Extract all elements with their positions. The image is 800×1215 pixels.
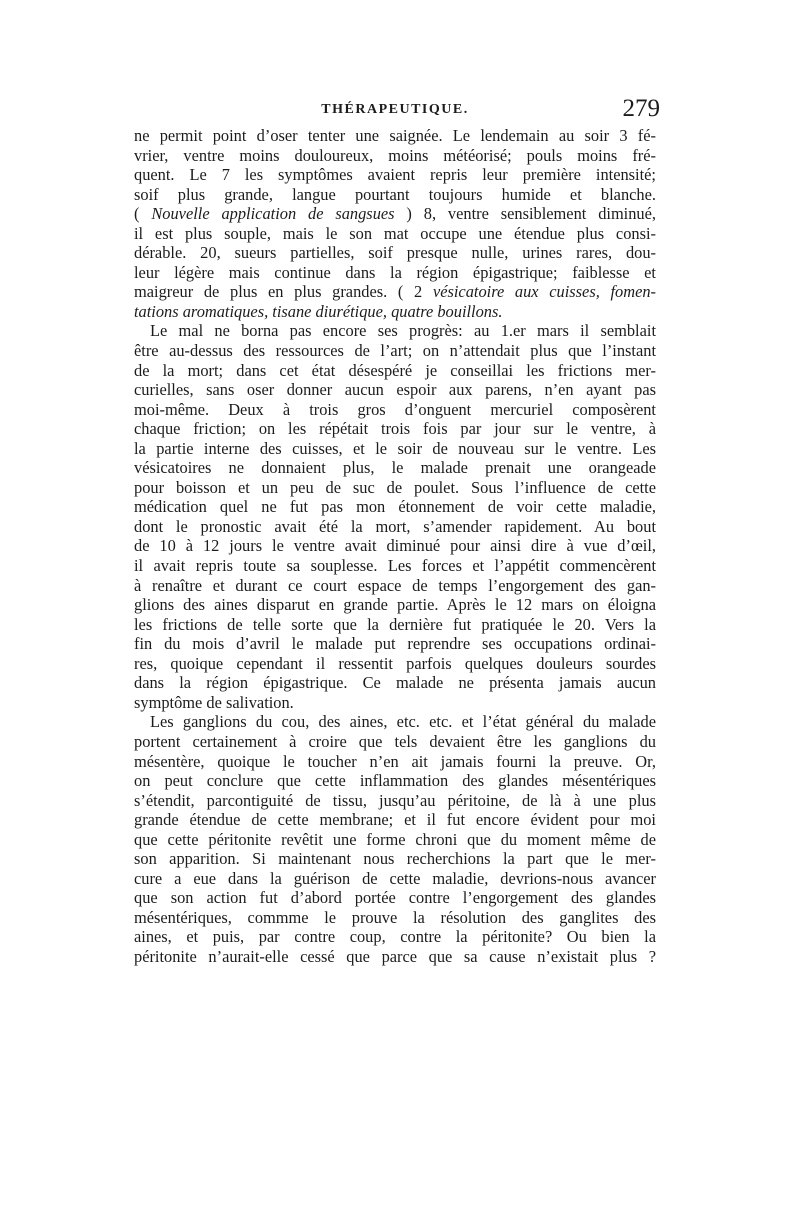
running-title: THÉRAPEUTIQUE. bbox=[321, 102, 469, 117]
text-line bbox=[134, 673, 656, 693]
text-line bbox=[134, 126, 656, 146]
text-segment: leur légère mais continue dans la région épigastrique; faiblesse et bbox=[134, 262, 656, 282]
text-segment: il est plus souple, mais le son mat occupe une étendue plus consi- bbox=[134, 223, 656, 243]
text-line bbox=[134, 478, 656, 498]
text-segment: grande étendue de cette membrane; et il fut encore évident pour moi bbox=[134, 810, 656, 830]
text-segment: la partie interne des cuisses, et le soir de nouveau sur le ventre. Les bbox=[134, 438, 656, 458]
text-line bbox=[134, 693, 656, 713]
text-segment: mésentériques, commme le prouve la résolution des ganglites des bbox=[134, 907, 656, 927]
text-line bbox=[134, 361, 656, 381]
text-line bbox=[134, 732, 656, 752]
text-segment: cure a eue dans la guérison de cette maladie, devrions-nous avancer bbox=[134, 868, 656, 888]
text-line bbox=[134, 321, 656, 341]
text-line bbox=[134, 341, 656, 361]
text-line bbox=[134, 419, 656, 439]
text-line bbox=[134, 165, 656, 185]
text-segment: portent certainement à croire que tels devaient être les ganglions du bbox=[134, 731, 656, 751]
text-segment: on peut conclure que cette inflammation des glandes mésentériques bbox=[134, 771, 656, 791]
text-segment: il avait repris toute sa souplesse. Les forces et l’appétit commencèrent bbox=[134, 556, 656, 576]
text-line bbox=[134, 185, 656, 205]
text-segment: de la mort; dans cet état désespéré je conseillai les frictions mer- bbox=[134, 360, 656, 380]
text-line bbox=[134, 263, 656, 283]
text-line bbox=[134, 654, 656, 674]
text-line bbox=[134, 771, 656, 791]
text-segment: son apparition. Si maintenant nous recherchions la part que le mer- bbox=[134, 849, 656, 869]
text-segment: res, quoique cependant il ressentit parfois quelques douleurs sourdes bbox=[134, 653, 656, 673]
text-segment: Les ganglions du cou, des aines, etc. etc. et l’état général du malade bbox=[150, 712, 656, 732]
text-segment: Le mal ne borna pas encore ses progrès: au 1.er mars il semblait bbox=[150, 321, 656, 341]
text-segment: pour boisson et un peu de suc de poulet. Sous l’influence de cette bbox=[134, 477, 656, 497]
italic-text-segment: Nouvelle application de sangsues bbox=[151, 204, 395, 224]
text-line bbox=[134, 927, 656, 947]
text-line bbox=[134, 615, 656, 635]
text-line bbox=[134, 497, 656, 517]
text-segment: de 10 à 12 jours le ventre avait diminué pour ainsi dire à vue d’œil, bbox=[134, 536, 656, 556]
text-line bbox=[134, 849, 656, 869]
text-segment: dont le pronostic avait été la mort, s’amender rapidement. Au bout bbox=[134, 516, 656, 536]
text-segment: péritonite n’aurait-elle cessé que parce que sa cause n’existait plus ? bbox=[134, 946, 656, 966]
text-line bbox=[134, 712, 656, 732]
text-line bbox=[134, 439, 656, 459]
page-number: 279 bbox=[622, 95, 660, 122]
text-line bbox=[134, 517, 656, 537]
text-line bbox=[134, 908, 656, 928]
text-segment: s’étendit, parcontiguité de tissu, jusqu’au péritoine, de là à une plus bbox=[134, 790, 656, 810]
text-line bbox=[134, 595, 656, 615]
text-line bbox=[134, 224, 656, 244]
text-segment: aines, et puis, par contre coup, contre la péritonite? Ou bien la bbox=[134, 927, 656, 947]
text-segment: que son action fut d’abord portée contre l’engorgement des glandes bbox=[134, 888, 656, 908]
text-line bbox=[134, 947, 656, 967]
text-line bbox=[134, 146, 656, 166]
text-segment: ) 8, ventre sensiblement diminué, bbox=[394, 204, 656, 224]
text-segment: soif plus grande, langue pourtant toujours humide et blanche. bbox=[134, 184, 656, 204]
text-line bbox=[134, 458, 656, 478]
text-segment: être au-dessus des ressources de l’art; on n’attendait plus que l’instant bbox=[134, 341, 656, 361]
text-segment: symptôme de salivation. bbox=[134, 692, 294, 712]
text-line bbox=[134, 810, 656, 830]
text-segment: maigreur de plus en plus grandes. ( 2 bbox=[134, 282, 433, 302]
text-segment: ( bbox=[134, 204, 152, 224]
text-segment: dans la région épigastrique. Ce malade ne présenta jamais aucun bbox=[134, 673, 656, 693]
text-line bbox=[134, 576, 656, 596]
text-line bbox=[134, 830, 656, 850]
text-segment: à renaître et durant ce court espace de temps l’engorgement des gan- bbox=[134, 575, 656, 595]
text-line bbox=[134, 282, 656, 302]
text-segment: vésicatoires ne donnaient plus, le malade prenait une orangeade bbox=[134, 458, 656, 478]
text-line bbox=[134, 634, 656, 654]
text-segment: que cette péritonite revêtit une forme chroni que du moment même de bbox=[134, 829, 656, 849]
text-line bbox=[134, 791, 656, 811]
text-segment: chaque friction; on les répétait trois fois par jour sur le ventre, à bbox=[134, 419, 656, 439]
text-line bbox=[134, 400, 656, 420]
text-line bbox=[134, 204, 656, 224]
text-line bbox=[134, 556, 656, 576]
text-segment: vrier, ventre moins douloureux, moins météorisé; pouls moins fré- bbox=[134, 145, 656, 165]
running-header bbox=[130, 94, 660, 124]
text-line bbox=[134, 302, 656, 322]
italic-text-segment: vésicatoire aux cuisses, fomen- bbox=[432, 282, 656, 302]
text-segment: fin du mois d’avril le malade put reprendre ses occupations ordinai- bbox=[134, 634, 656, 654]
text-segment: dérable. 20, sueurs partielles, soif presque nulle, urines rares, dou- bbox=[134, 243, 656, 263]
text-line bbox=[134, 752, 656, 772]
text-line bbox=[134, 888, 656, 908]
text-segment: quent. Le 7 les symptômes avaient repris leur première intensité; bbox=[134, 165, 656, 185]
text-segment: les frictions de telle sorte que la dernière fut pratiquée le 20. Vers la bbox=[134, 614, 656, 634]
text-segment: ne permit point d’oser tenter une saignée. Le lendemain au soir 3 fé- bbox=[134, 126, 656, 145]
body-text bbox=[134, 126, 656, 967]
text-segment: mésentère, quoique le toucher n’en ait jamais fourni la preuve. Or, bbox=[134, 751, 656, 771]
text-line bbox=[134, 380, 656, 400]
text-segment: moi-même. Deux à trois gros d’onguent mercuriel composèrent bbox=[134, 399, 656, 419]
italic-text-segment: tations aromatiques, tisane diurétique, quatre bouillons. bbox=[134, 301, 503, 321]
text-segment: glions des aines disparut en grande partie. Après le 12 mars on éloigna bbox=[134, 595, 656, 615]
text-line bbox=[134, 869, 656, 889]
text-line bbox=[134, 536, 656, 556]
text-segment: curielles, sans oser donner aucun espoir aux parens, n’en ayant pas bbox=[134, 380, 656, 400]
text-segment: médication quel ne fut pas mon étonnement de voir cette maladie, bbox=[134, 497, 656, 517]
text-line bbox=[134, 243, 656, 263]
